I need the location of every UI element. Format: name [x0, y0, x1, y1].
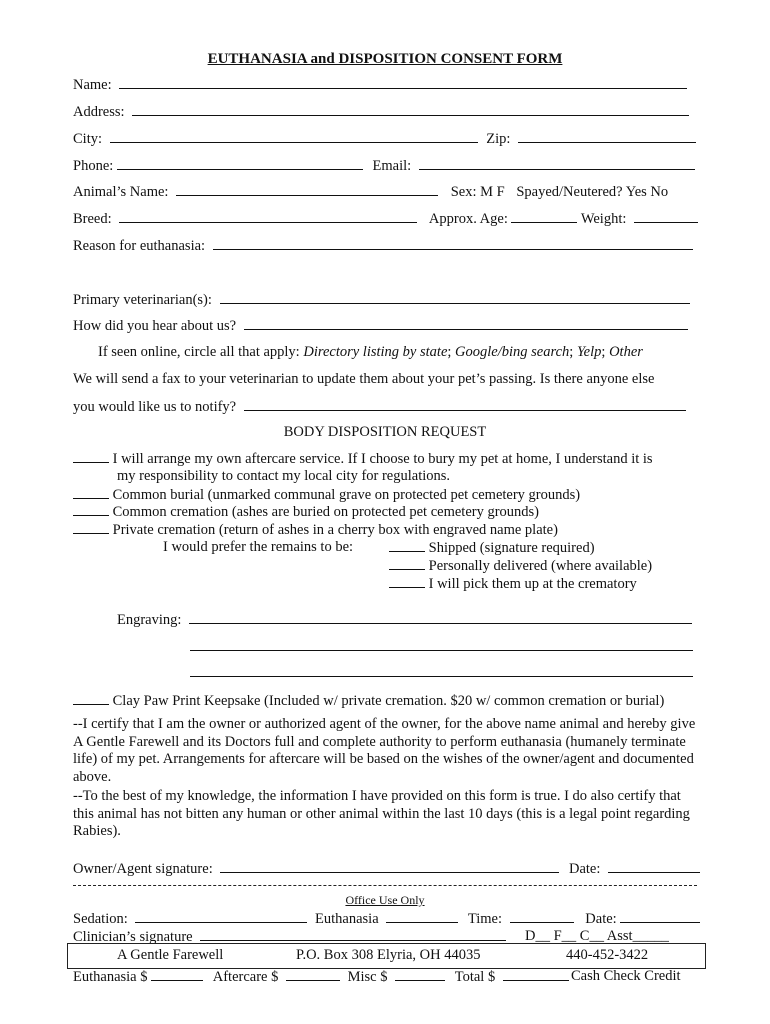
clinician-label: Clinician’s signature [73, 929, 193, 945]
notify-row [73, 397, 686, 416]
address-field[interactable] [132, 102, 689, 116]
zip-field[interactable] [518, 129, 696, 143]
city-field[interactable] [110, 129, 478, 143]
office-date-field[interactable] [620, 909, 700, 923]
notify-label: you would like us to notify? [73, 399, 237, 415]
address-label: Address: [73, 104, 125, 120]
age-field[interactable] [511, 209, 577, 223]
online-prefix: If seen online, circle all that apply: [98, 344, 300, 360]
total-field[interactable] [503, 967, 569, 981]
office-heading: Office Use Only [345, 893, 425, 907]
animal-row [73, 182, 668, 201]
euthanasia-label: Euthanasia [315, 911, 379, 927]
form-title: EUTHANASIA and DISPOSITION CONSENT FORM [207, 51, 563, 67]
payment-methods[interactable]: Cash Check Credit [571, 968, 681, 984]
paw-print-check[interactable] [73, 691, 109, 705]
disposition-heading: BODY DISPOSITION REQUEST [283, 424, 487, 440]
address-row [73, 102, 689, 121]
name-label: Name: [73, 77, 112, 93]
private-cremation-check[interactable] [73, 520, 109, 534]
online-option-yelp[interactable]: Yelp [576, 344, 602, 360]
breed-row [73, 209, 698, 228]
hear-row [73, 316, 688, 335]
clinician-codes: D__ F__ C__ Asst_____ [525, 928, 669, 944]
signature-field[interactable] [220, 859, 559, 873]
phone-row [73, 156, 695, 175]
aftercare-fee-field[interactable] [286, 967, 340, 981]
sedation-label: Sedation: [73, 911, 128, 927]
delivered-row [389, 556, 652, 575]
certify-paragraph-1: --I certify that I am the owner or authorized agent of the owner, for the above name animal and hereby give A Gentle Farewell and its Doctors full and complete authority to perform euthanasia (humanely terminate life) of my pet. Arrangements for aftercare will be based on the wishes of the owner/agent and documented above. [73, 716, 696, 785]
delivered-check[interactable] [389, 556, 425, 570]
hear-field[interactable] [244, 316, 688, 330]
signature-date-label: Date: [568, 861, 601, 877]
time-field[interactable] [510, 909, 574, 923]
breed-label: Breed: [73, 211, 112, 227]
online-options: If seen online, circle all that apply: Directory listing by state; Google/bing search; Yelp; Other [98, 344, 643, 360]
paw-print-row [73, 691, 664, 710]
name-field[interactable] [119, 75, 687, 89]
time-label: Time: [467, 911, 503, 927]
signature-date-field[interactable] [608, 859, 700, 873]
age-label: Approx. Age: [428, 211, 508, 227]
common-burial-check[interactable] [73, 485, 109, 499]
company-phone: 440-452-3422 [566, 947, 649, 963]
certify-paragraph-2: --To the best of my knowledge, the information I have provided on this form is true. I do also certify that this animal has not bitten any human or other animal within the last 10 days (this is a legal point regarding Rabies). [73, 788, 690, 839]
spayed-label: Spayed/Neutered? Yes No [516, 184, 669, 200]
engraving-line-3 [190, 663, 693, 682]
company-name: A Gentle Farewell [117, 947, 224, 963]
pickup-check[interactable] [389, 574, 425, 588]
breed-field[interactable] [119, 209, 417, 223]
online-option-directory[interactable]: Directory listing by state [303, 344, 448, 360]
zip-label: Zip: [486, 131, 511, 147]
shipped-row [389, 538, 595, 557]
phone-label: Phone: [73, 158, 114, 174]
own-aftercare-text: I will arrange my own aftercare service. If I choose to bury my pet at home, I understand it is [112, 451, 653, 467]
own-aftercare-row [73, 449, 653, 468]
office-sedation-row [73, 909, 700, 928]
misc-fee-field[interactable] [395, 967, 445, 981]
vet-row [73, 290, 690, 309]
prefer-label: I would prefer the remains to be: [163, 539, 354, 555]
weight-field[interactable] [634, 209, 698, 223]
office-divider [73, 885, 697, 886]
sedation-field[interactable] [135, 909, 307, 923]
engraving-row [117, 610, 692, 629]
common-burial-text: Common burial (unmarked communal grave on protected pet cemetery grounds) [112, 487, 581, 503]
euthanasia-fee-field[interactable] [151, 967, 203, 981]
common-cremation-text: Common cremation (ashes are buried on protected pet cemetery grounds) [112, 504, 540, 520]
city-label: City: [73, 131, 103, 147]
vet-field[interactable] [220, 290, 690, 304]
animal-name-field[interactable] [176, 182, 438, 196]
vet-label: Primary veterinarian(s): [73, 292, 212, 308]
fees-row [73, 967, 569, 986]
animal-name-label: Animal’s Name: [73, 184, 169, 200]
shipped-check[interactable] [389, 538, 425, 552]
sex-label: Sex: M F [450, 184, 505, 200]
reason-row [73, 236, 693, 255]
pickup-row [389, 574, 637, 593]
euthanasia-fee-label: Euthanasia $ [73, 969, 148, 985]
private-cremation-text: Private cremation (return of ashes in a cherry box with engraved name plate) [112, 522, 558, 538]
euthanasia-field[interactable] [386, 909, 458, 923]
reason-label: Reason for euthanasia: [73, 238, 206, 254]
pickup-text: I will pick them up at the crematory [428, 576, 637, 592]
email-label: Email: [372, 158, 412, 174]
office-date-label: Date: [585, 911, 617, 927]
engraving-field-1[interactable] [189, 610, 692, 624]
own-aftercare-text-2: my responsibility to contact my local city for regulations. [117, 468, 451, 484]
city-row [73, 129, 696, 148]
online-option-google[interactable]: Google/bing search [455, 344, 570, 360]
common-cremation-row [73, 502, 539, 521]
engraving-label: Engraving: [117, 612, 182, 628]
reason-field[interactable] [213, 236, 693, 250]
engraving-field-2[interactable] [190, 637, 693, 651]
phone-field[interactable] [117, 156, 363, 170]
private-cremation-row [73, 520, 558, 539]
paw-print-text: Clay Paw Print Keepsake (Included w/ private cremation. $20 w/ common cremation or burial) [112, 693, 665, 709]
common-cremation-check[interactable] [73, 502, 109, 516]
signature-row [73, 859, 700, 878]
hear-label: How did you hear about us? [73, 318, 237, 334]
delivered-text: Personally delivered (where available) [428, 558, 653, 574]
misc-fee-label: Misc $ [347, 969, 388, 985]
weight-label: Weight: [580, 211, 627, 227]
signature-label: Owner/Agent signature: [73, 861, 213, 877]
engraving-field-3[interactable] [190, 663, 693, 677]
engraving-line-2 [190, 637, 693, 656]
shipped-text: Shipped (signature required) [428, 540, 595, 556]
fax-text: We will send a fax to your veterinarian to update them about your pet’s passing. Is there anyone else [73, 371, 655, 387]
name-row [73, 75, 687, 94]
clinician-field[interactable] [200, 927, 506, 941]
aftercare-fee-label: Aftercare $ [212, 969, 279, 985]
notify-field[interactable] [244, 397, 686, 411]
own-aftercare-check[interactable] [73, 449, 109, 463]
email-field[interactable] [419, 156, 695, 170]
online-option-other[interactable]: Other [609, 344, 643, 360]
company-address: P.O. Box 308 Elyria, OH 44035 [296, 947, 481, 963]
total-label: Total $ [454, 969, 496, 985]
